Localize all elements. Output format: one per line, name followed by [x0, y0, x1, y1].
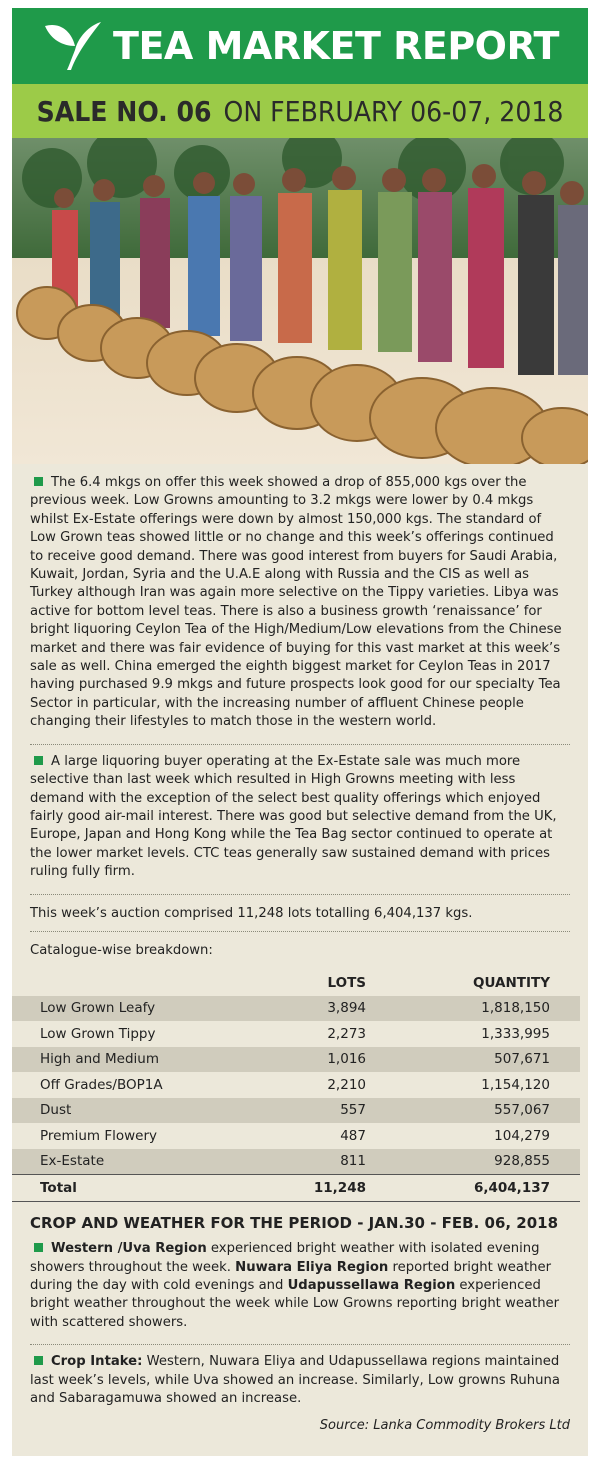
paragraph-text: experienced bright weather throughout the week while Low Growns reporting bright weather with scattered showers. — [30, 1278, 560, 1330]
row-quantity: 1,154,120 — [481, 1076, 550, 1093]
table-header-row — [12, 970, 580, 996]
row-name: Ex-Estate — [12, 1149, 276, 1175]
title-banner — [12, 8, 588, 84]
row-lots: 2,273 — [327, 1025, 366, 1042]
table-row — [12, 1047, 580, 1073]
catalogue-heading — [30, 940, 570, 962]
dotted-divider — [30, 1344, 570, 1345]
auction-summary — [30, 903, 570, 925]
green-square-bullet-icon — [34, 477, 43, 486]
sale-date: ON FEBRUARY 06-07, 2018 — [223, 94, 564, 128]
row-name: Low Grown Tippy — [40, 1025, 156, 1042]
row-name: Off Grades/BOP1A — [40, 1076, 163, 1093]
report-body — [12, 464, 588, 1435]
report-card — [12, 8, 588, 1456]
total-lots: 11,248 — [276, 1175, 400, 1202]
total-quantity: 6,404,137 — [400, 1175, 580, 1202]
table-total-row — [12, 1175, 580, 1202]
row-lots: 1,016 — [276, 1047, 400, 1073]
row-quantity: 557,067 — [400, 1098, 580, 1124]
dotted-divider — [30, 744, 570, 745]
green-square-bullet-icon — [34, 1243, 43, 1252]
paragraph-text: Catalogue-wise breakdown: — [30, 942, 213, 958]
paragraph-text: This week’s auction comprised 11,248 lots totalling 6,404,137 kgs. — [30, 905, 473, 921]
row-lots: 557 — [276, 1098, 400, 1124]
column-header-lots: LOTS — [327, 974, 366, 991]
paragraph-ex-estate — [30, 753, 570, 888]
row-name: High and Medium — [12, 1047, 276, 1073]
sale-bar — [12, 84, 588, 138]
paragraph-market-overview — [30, 474, 570, 738]
row-lots: 3,894 — [276, 996, 400, 1022]
row-lots: 487 — [340, 1127, 366, 1144]
row-name: Dust — [12, 1098, 276, 1124]
page-title: TEA MARKET REPORT — [113, 24, 559, 68]
paragraph-text: The 6.4 mkgs on offer this week showed a drop of 855,000 kgs over the previous week. Low Growns amounting to 3.2 mkgs were lower by 0.4 mkgs whilst Ex-Estate offerings were down by almost 150,000 kgs. The standard of Low Grown teas showed little or no change and this week’s offerings continued to receive good demand. There was good interest from buyers for Saudi Arabia, Kuwait, Jordan, Syria and the U.A.E along with Russia and the CIS as well as Turkey although Iran was again more selective on the Tippy varieties. Libya was active for bottom level teas. There is also a business growth ‘renaissance’ for bright liquoring Ceylon Tea of the High/Medium/Low elevations from the Chinese market and there was fair evidence of buying for this vast market at this week’s sale as well. China emerged the eighth biggest market for Ceylon Teas in 2017 having purchased 9.9 mkgs and future prospects look good for our specialty Tea Sector in particular, with the increasing number of affluent Chinese people changing their lifestyles to match those in the western world. — [30, 475, 562, 730]
source-credit: Source: Lanka Commodity Brokers Ltd — [319, 1417, 570, 1433]
sale-number: SALE NO. 06 — [36, 94, 212, 128]
paragraph-weather — [30, 1240, 570, 1338]
paragraph-text: experienced bright weather with isolated evening showers throughout the week. — [30, 1241, 540, 1275]
dotted-divider — [30, 931, 570, 932]
table-row — [12, 1149, 580, 1175]
row-quantity: 507,671 — [400, 1047, 580, 1073]
row-quantity: 1,818,150 — [400, 996, 580, 1022]
region-name: Western /Uva Region — [51, 1241, 207, 1257]
tea-leaf-logo-icon — [41, 20, 105, 72]
paragraph-crop-intake — [30, 1353, 570, 1414]
column-header-quantity: QUANTITY — [473, 974, 550, 991]
photo-illustration — [12, 138, 588, 464]
green-square-bullet-icon — [34, 756, 43, 765]
tea-pluckers-photo — [12, 138, 588, 464]
region-name: Udapussellawa Region — [287, 1278, 456, 1294]
row-name: Low Grown Leafy — [12, 996, 276, 1022]
paragraph-text: reported bright weather during the day with cold evenings and — [30, 1259, 552, 1294]
green-square-bullet-icon — [34, 1356, 43, 1365]
row-lots: 811 — [276, 1149, 400, 1175]
row-quantity: 104,279 — [494, 1127, 550, 1144]
row-quantity: 928,855 — [400, 1149, 580, 1175]
total-label: Total — [12, 1175, 276, 1202]
table-row — [12, 996, 580, 1022]
dotted-divider — [30, 894, 570, 895]
table-row — [12, 1123, 580, 1149]
intake-label: Crop Intake: — [51, 1354, 143, 1370]
catalogue-table — [12, 970, 580, 1202]
region-name: Nuwara Eliya Region — [235, 1259, 389, 1275]
row-lots: 2,210 — [327, 1076, 366, 1093]
paragraph-text: Western, Nuwara Eliya and Udapussellawa regions maintained last week’s levels, while Uva showed an increase. Similarly, Low growns Ruhuna and Sabaragamuwa showed an increase. — [30, 1354, 560, 1407]
table-row — [12, 1098, 580, 1124]
table-row — [12, 1072, 580, 1098]
table-row — [12, 1021, 580, 1047]
paragraph-text: A large liquoring buyer operating at the Ex-Estate sale was much more selective than last week which resulted in High Growns meeting with less demand with the exception of the select best quality offerings which enjoyed fairly good air-mail interest. There was good but selective demand from the UK, Europe, Japan and Hong Kong while the Tea Bag sector continued to operate at the lower market levels. CTC teas generally saw sustained demand with prices ruling fully firm. — [30, 753, 557, 880]
crop-weather-heading: CROP AND WEATHER FOR THE PERIOD - JAN.30 - FEB. 06, 2018 — [30, 1213, 559, 1232]
row-quantity: 1,333,995 — [481, 1025, 550, 1042]
row-name: Premium Flowery — [40, 1127, 158, 1144]
